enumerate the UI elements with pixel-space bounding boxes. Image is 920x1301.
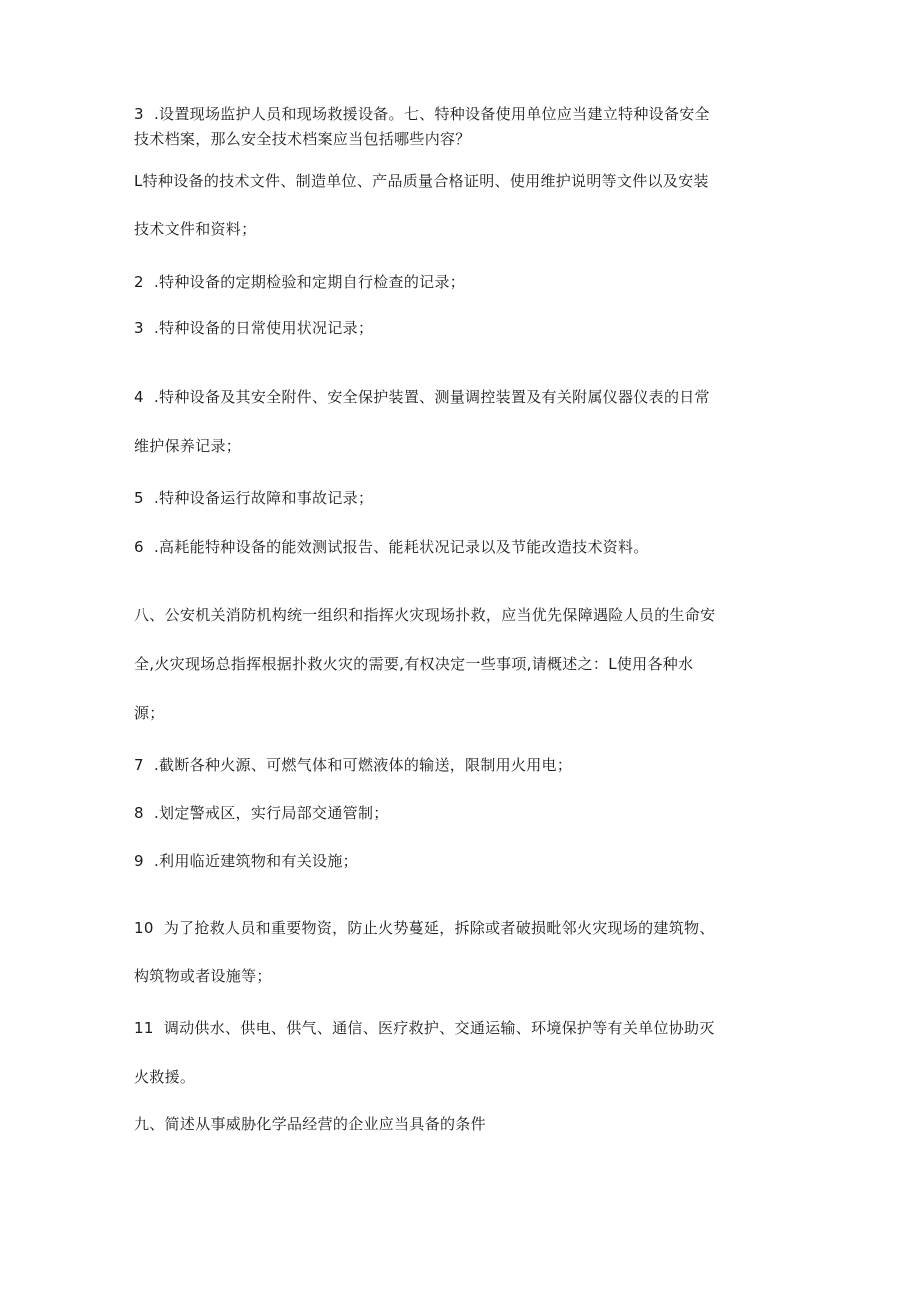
text-line: 技术档案，那么安全技术档案应当包括哪些内容？ [134, 130, 471, 148]
text-line: 技术文件和资料； [134, 220, 257, 238]
text-line: 维护保养记录； [134, 437, 242, 455]
text-line: 11 调动供水、供电、供气、通信、医疗救护、交通运输、环境保护等有关单位协助灭 [134, 1019, 715, 1037]
text-line: 6 .高耗能特种设备的能效测试报告、能耗状况记录以及节能改造技术资料。 [134, 538, 649, 556]
text-line: 源； [134, 704, 165, 722]
text-line: 3 .特种设备的日常使用状况记录； [134, 319, 374, 337]
text-line: 8 .划定警戒区，实行局部交通管制； [134, 804, 389, 822]
text-line: 八、公安机关消防机构统一组织和指挥火灾现场扑救，应当优先保障遇险人员的生命安 [134, 606, 716, 624]
text-line: 2 .特种设备的定期检验和定期自行检查的记录； [134, 273, 466, 291]
text-line: 火救援。 [134, 1068, 196, 1086]
text-line: 3 .设置现场监护人员和现场救援设备。七、特种设备使用单位应当建立特种设备安全 [134, 105, 710, 123]
text-line: 5 .特种设备运行故障和事故记录； [134, 489, 374, 507]
text-line: 九、简述从事威胁化学品经营的企业应当具备的条件 [134, 1115, 486, 1133]
text-line: 10 为了抢救人员和重要物资，防止火势蔓延，拆除或者破损毗邻火灾现场的建筑物、 [134, 919, 715, 937]
text-line: 7 .截断各种火源、可燃气体和可燃液体的输送，限制用火用电； [134, 756, 573, 774]
text-line: 4 .特种设备及其安全附件、安全保护装置、测量调控装置及有关附属仪器仪表的日常 [134, 388, 710, 406]
text-line: 9 .利用临近建筑物和有关设施； [134, 852, 358, 870]
text-line: 全,火灾现场总指挥根据扑救火灾的需要,有权决定一些事项,请概述之：L使用各种水 [134, 655, 694, 673]
text-line: L特种设备的技术文件、制造单位、产品质量合格证明、使用维护说明等文件以及安装 [134, 172, 709, 190]
text-line: 构筑物或者设施等； [134, 967, 272, 985]
